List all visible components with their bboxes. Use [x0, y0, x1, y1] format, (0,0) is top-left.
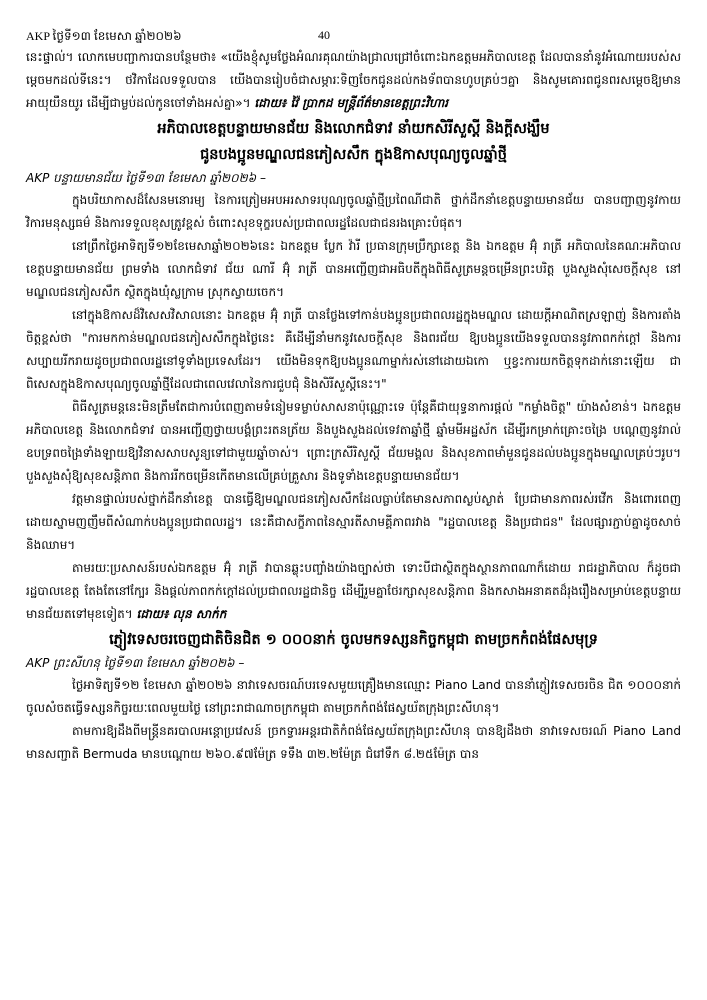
article2-paragraph-1: ថ្ងៃអាទិត្យទី១២ ខែមេសា ឆ្នាំ២០២៦ នាវាទេសចរណ៍បរទេសមួយគ្រឿងមានឈ្មោះ Piano Land បាននាំភ្ញៀវទេសចរចិន ជិត ១០០០នាក់ ចូលសំចតធ្វើទស្សនកិច្ចរយៈពេលមួយថ្ងៃ នៅព្រះរាជាណាចក្រកម្ពុជា តាមច្រកកំពង់ផែស្វយ័តក្រុងព្រះសីហនុ។ — [26, 678, 681, 715]
article1-byline: ដោយ៖ លុន សាក់ក — [136, 607, 227, 621]
page-number: 40 — [318, 28, 330, 42]
article1-headline-line2: ជូនបងប្អូនមណ្ឌលជនភៀសសឹក ក្នុងឱកាសបុណ្យចូលឆ្នាំថ្មី — [200, 147, 507, 163]
intro-paragraph — [26, 46, 681, 115]
article1-paragraph-4: ពិធីសូត្រមន្តនេះមិនត្រឹមតែជាការបំពេញតាមទំនៀមទម្លាប់សាសនាប៉ុណ្ណោះទេ ប៉ុន្តែគឺជាយុទ្ធនាការផ្តល់ "កម្លាំងចិត្ត" យ៉ាងសំខាន់។ ឯកឧត្តមអភិបាលខេត្ត និងលោកជំទាវ បានអញ្ជើញថ្វាយបង្គំព្រះរតនត្រ័យ និងបួងសួងដល់ទេវតាឆ្នាំថ្មី ឆ្នាំមមីអដ្ឋស័ក ដើម្បីរកម្រាក់គ្រោះចង្រៃ បណ្តេញនូវរាល់ឧបទ្រពចង្រៃទាំងឡាយឱ្យវិនាសសាបសូន្យទៅជាមួយឆ្នាំចាស់។ ព្រោះក្រសីរិសួស្តី ជ័យមង្គល និងសុខភាពមាំមួនជូនដល់បងប្អូនក្នុងមណ្ឌលគ្រប់ៗរូប។ បួងសួងសុំឱ្យសុខសន្តិភាព និងការរីកចម្រើនកើតមានលើគ្រប់គ្រួសារ និងទូទាំងខេត្តបន្ទាយមានជ័យ។ — [26, 400, 681, 483]
article2-dateline: AKP ព្រះសីហនុ ថ្ងៃទី១៣ ខែមេសា ឆ្នាំ២០២៦ – — [26, 656, 245, 670]
article2-paragraph-2: តាមការឱ្យដឹងពីមន្ត្រីនគរបាលអន្តោប្រវេសន៍ ច្រកទ្វារអន្តរជាតិកំពង់ផែស្វយ័តក្រុងព្រះសីហនុ បានឱ្យដឹងថា នាវាទេសចរណ៍ Piano Land មានសញ្ជាតិ Bermuda មានបណ្តោយ ២៦០.៩៧ម៉ែត្រ ទទឹង ៣២.២ម៉ែត្រ ជំរៅទឹក ៨.២៥ម៉ែត្រ បាន — [26, 724, 681, 761]
intro-text: នេះផ្ទាល់។ លោកមេបញ្ជាការបានបន្ថែមថា៖ «យើងខ្ញុំសូមថ្លែងអំណរគុណយ៉ាងជ្រាលជ្រៅចំពោះឯកឧត្តមអភិបាលខេត្ត ដែលបាននាំនូវអំណោយរបស់សម្តេចមកដល់ទីនេះ។ ថវិកាដែលទទួលបាន យើងបានរៀបចំជាសម្ភារៈទិញចែកជូនដល់កងទ័ពបានហូបគ្រប់ៗគ្នា និងសូមគោរពជូនពរសម្តេចឱ្យមានអាយុយឺនយូរ ដើម្បីជាម្លប់ដល់កូនចៅទាំងអស់គ្នា»។ — [26, 50, 681, 110]
article1-paragraph-6 — [26, 557, 681, 626]
article1-paragraph-1: ក្នុងបរិយាកាសដ៏សែនមនោរម្យ នៃការត្រៀមអបអរសាទរបុណ្យចូលឆ្នាំថ្មីប្រពៃណីជាតិ ថ្នាក់ដឹកនាំខេត្តបន្ទាយមានជ័យ បានបញ្ជាញនូវកាយវិការមនុស្សធម៌ និងការទទួលខុសត្រូវខ្ពស់ ចំពោះសុខទុក្ខរបស់ប្រជាពលរដ្ឋដែលជាជនរងគ្រោះបំផុត។ — [26, 193, 681, 230]
intro-byline: ដោយ៖ វ៉ៃ ប្រាកដ មន្ត្រីព័ត៌មានខេត្តព្រះវិហារ — [254, 96, 449, 110]
article1-paragraph-5: វត្តមានផ្ទាល់របស់ថ្នាក់ដឹកនាំខេត្ត បានធ្វើឱ្យមណ្ឌលជនភៀសសឹកដែលធ្លាប់តែមានសភាពស្ងប់ស្ងាត់ ប្រែជាមានភាពរស់រវើក និងពោរពេញដោយស្នាមញញឹមពីសំណាក់បងប្អូនប្រជាពលរដ្ឋ។ នេះគឺជាសក្ខីភាពនៃស្មារតីសាមគ្គីភាពរវាង "រដ្ឋបាលខេត្ត និងប្រជាជន" ដែលផ្សារភ្ជាប់គ្នាដូចសាច់និងឈាម។ — [26, 492, 681, 552]
article1-paragraph-6-text: តាមរយៈប្រសាសន៍របស់ឯកឧត្តម អ៊ុំ រាត្រី វាបានឆ្លុះបញ្ចាំងយ៉ាងច្បាស់ថា ទោះបីជាស្ថិតក្នុងស្ថានភាពណាក៏ដោយ រាជរដ្ឋាភិបាល ក៏ដូចជារដ្ឋបាលខេត្ត តែងតែនៅក្បែរ និងផ្តល់ភាពកក់ក្តៅដល់ប្រជាពលរដ្ឋជានិច្ច ដើម្បីរួមគ្នាថែរក្សាសុខសន្តិភាព និងកសាងអនាគតដ៏រុងរឿងសម្រាប់ខេត្តបន្ទាយមានជ័យតទៅមុខទៀត។ — [26, 561, 681, 621]
article1-headline-line1: អភិបាលខេត្តបន្ទាយមានជ័យ និងលោកជំទាវ នាំយកសិរីសួស្តី និងក្តីសង្ឃឹម — [157, 121, 550, 137]
article1-dateline: AKP បន្ទាយមានជ័យ ថ្ងៃទី១៣ ខែមេសា ឆ្នាំ២០២៦ – — [26, 171, 266, 185]
article1-paragraph-3: នៅក្នុងឱកាសដ៏វិសេសវិសាលនោះ ឯកឧត្តម អ៊ុំ រាត្រី បានថ្លែងទៅកាន់បងប្អូនប្រជាពលរដ្ឋក្នុងមណ្ឌល ដោយក្តីអាណិតស្រឡាញ់ និងការតាំងចិត្តខ្ពស់ថា "ការមកកាន់មណ្ឌលជនភៀសសឹកក្នុងថ្ងៃនេះ គឺដើម្បីនាំមកនូវសេចក្តីសុខ និងពរជ័យ ឱ្យបងប្អូនយើងទទួលបាននូវភាពកក់ក្តៅ និងការសប្បាយរីករាយដូចប្រជាពលរដ្ឋនៅទូទាំងប្រទេសដែរ។ យើងមិនទុកឱ្យបងប្អូនណាម្នាក់រស់នៅដោយឯកោ ឬខ្វះការយកចិត្តទុកដាក់នោះឡើយ ជាពិសេសក្នុងឱកាសបុណ្យចូលឆ្នាំថ្មីដែលជាពេលវេលានៃការជួបជុំ និងសិរីសួស្តីនេះ។" — [26, 308, 681, 391]
article2-headline: ភ្ញៀវទេសចរចេញជាតិចិនជិត ១ ០០០នាក់ ចូលមកទស្សនកិច្ចកម្ពុជា តាមច្រកកំពង់ផែសមុទ្រ — [109, 632, 598, 648]
header-date: AKP ថ្ងៃទី១៣ ខែមេសា ឆ្នាំ២០២៦ — [26, 29, 182, 43]
article1-paragraph-2: នៅព្រឹកថ្ងៃអាទិត្យទី១២ខែមេសាឆ្នាំ២០២៦នេះ ឯកឧត្តម ប្លែក វ៉ារី ប្រធានក្រុមប្រឹក្សាខេត្ត និង ឯកឧត្តម អ៊ុំ រាត្រី អភិបាលនៃគណៈអភិបាលខេត្តបន្ទាយមានជ័យ ព្រមទាំង លោកជំទាវ ជ័យ ណារី អ៊ុំ រាត្រី បានអញ្ជើញជាអធិបតីក្នុងពិធីសូត្រមន្តចម្រើនព្រះបរិត្ត បួងសួងសុំសេចក្តីសុខ នៅមណ្ឌលជនភៀសសឹក ស្ថិតក្នុងឃុំស្លក្រាម ស្រុកស្វាយចេក។ — [26, 239, 681, 299]
page-header — [26, 28, 681, 46]
